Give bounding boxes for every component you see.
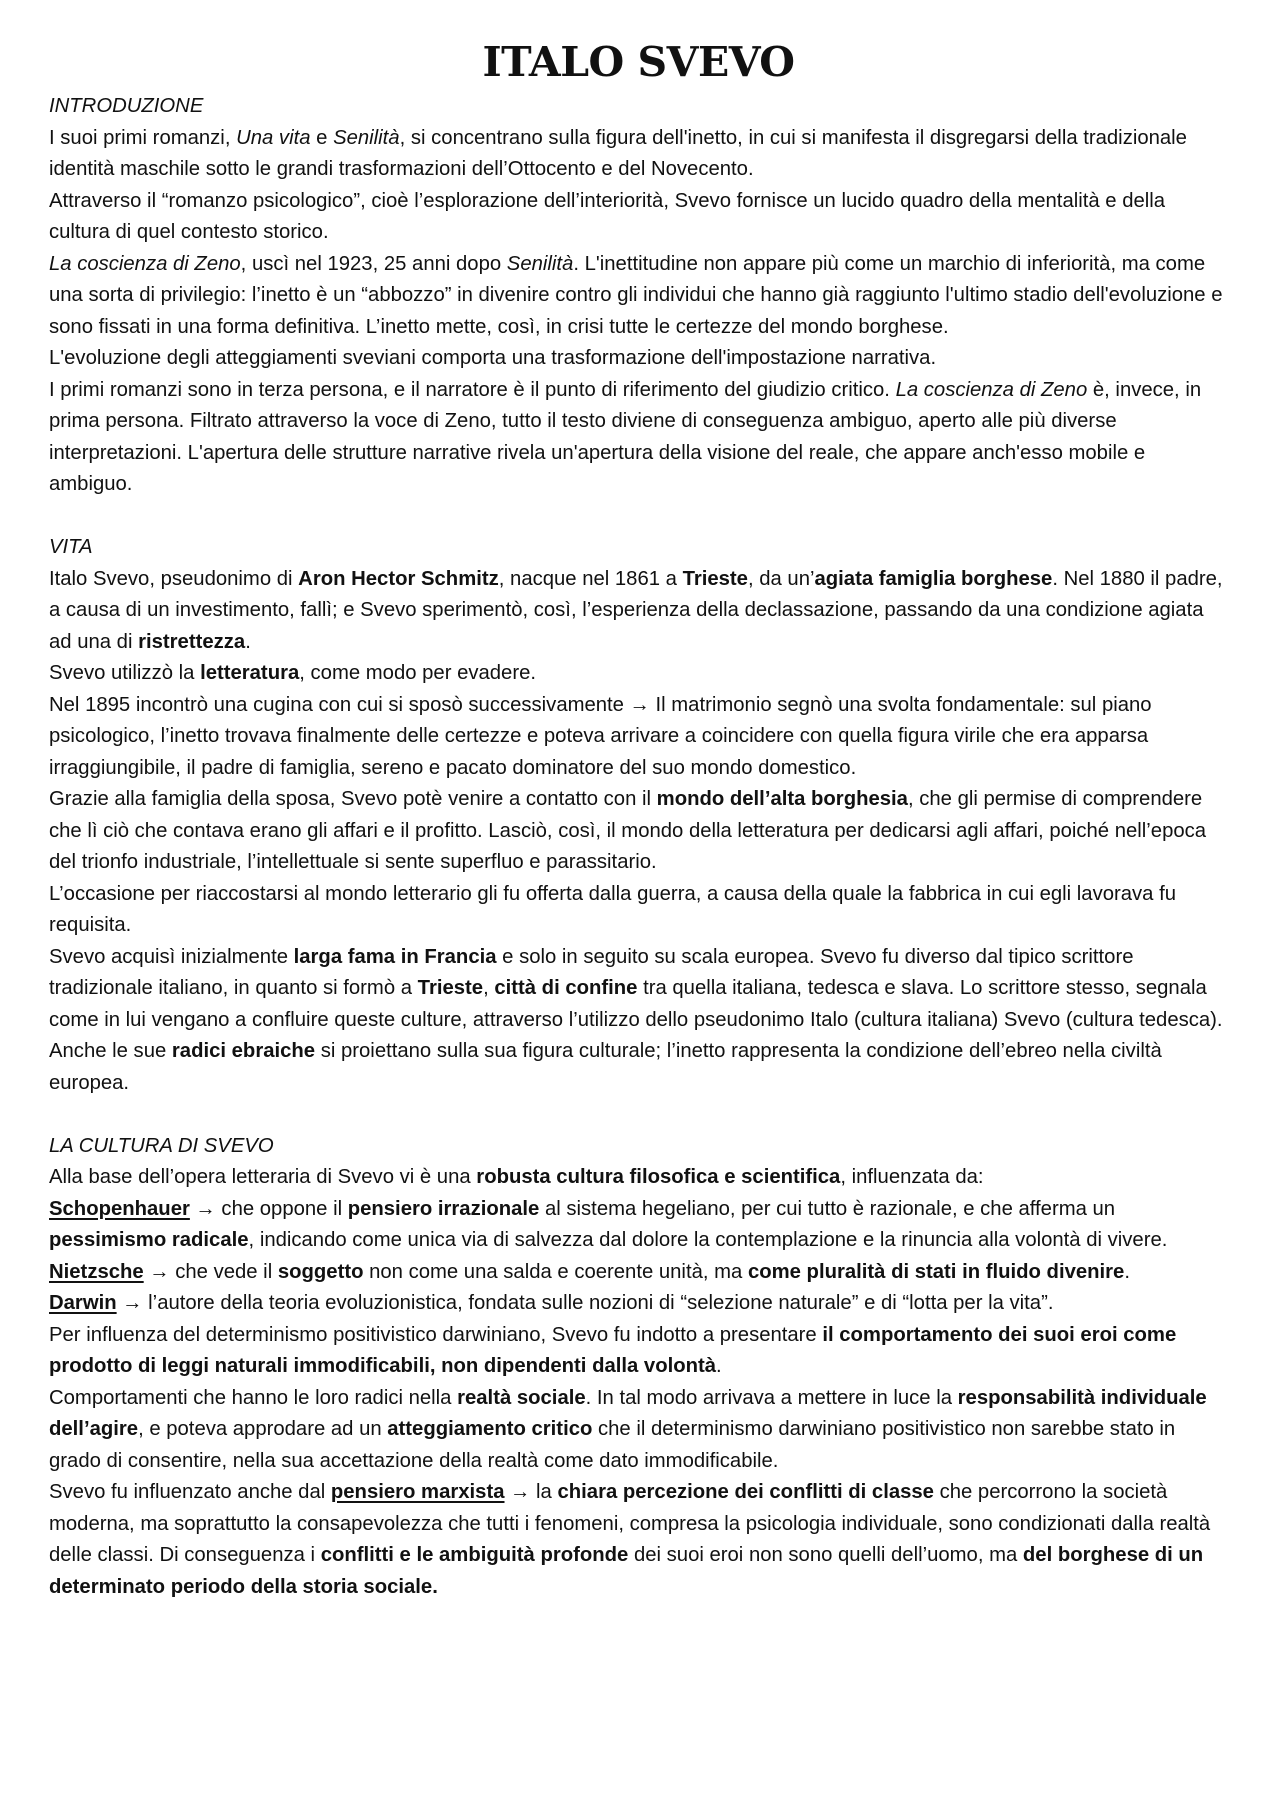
page-title: ITALO SVEVO (482, 38, 795, 86)
paragraph: Alla base dell’opera letteraria di Svevo vi è una robusta cultura filosofica e scientifica, influenzata da: (49, 1166, 984, 1188)
paragraph: Comportamenti che hanno le loro radici nella realtà sociale. In tal modo arrivava a mettere in luce la responsabilità individuale dell’agire, e poteva approdare ad un atteggiamento critico che il determinismo darwiniano positivistico non sarebbe stato in grado di consentire, nella sua accettazione della realtà come dato immodificabile. (49, 1386, 1207, 1472)
paragraph: Italo Svevo, pseudonimo di Aron Hector Schmitz, nacque nel 1861 a Trieste, da un’agiata famiglia borghese. Nel 1880 il padre, a causa di un investimento, fallì; e Svevo sperimentò, così, l’esperienza della declassazione, passando da una condizione agiata ad una di ristrettezza. (49, 567, 1223, 653)
paragraph: Schopenhauer → che oppone il pensiero irrazionale al sistema hegeliano, per cui tutto è razionale, e che afferma un pessimismo radicale, indicando come unica via di salvezza dal dolore la contemplazione e la rinuncia alla volontà di vivere. (49, 1197, 1168, 1251)
paragraph: Svevo utilizzò la letteratura, come modo per evadere. (49, 662, 537, 684)
section-heading: INTRODUZIONE (49, 95, 204, 117)
paragraph: La coscienza di Zeno, uscì nel 1923, 25 anni dopo Senilità. L'inettitudine non appare più come un marchio di inferiorità, ma come una sorta di privilegio: l’inetto è un “abbozzo” in divenire contro gli individui che hanno già raggiunto l'ultimo stadio dell'evoluzione e sono fissati in una forma definitiva. L’inetto mette, così, in crisi tutte le certezze del mondo borghese. (49, 252, 1223, 338)
paragraph: Nel 1895 incontrò una cugina con cui si sposò successivamente → Il matrimonio segnò una svolta fondamentale: sul piano psicologico, l’inetto trovava finalmente delle certezze e poteva arrivare a coincidere con quella figura virile che era apparsa irraggiungibile, il padre di famiglia, sereno e pacato dominatore del suo mondo domestico. (49, 693, 1152, 779)
paragraph: Attraverso il “romanzo psicologico”, cioè l’esplorazione dell’interiorità, Svevo fornisce un lucido quadro della mentalità e della cultura di quel contesto storico. (49, 189, 1166, 243)
section-introduzione (49, 91, 1228, 501)
term-darwin: Darwin (49, 1292, 117, 1314)
paragraph: L'evoluzione degli atteggiamenti sveviani comporta una trasformazione dell'impostazione narrativa. (49, 347, 937, 369)
term-schopenhauer: Schopenhauer (49, 1197, 190, 1220)
paragraph: Grazie alla famiglia della sposa, Svevo potè venire a contatto con il mondo dell’alta borghesia, che gli permise di comprendere che lì ciò che contava erano gli affari e il profitto. Lasciò, così, il mondo della letteratura per dedicarsi agli affari, poiché nell’epoca del trionfo industriale, l’intellettuale si sente superfluo e parassitario. (49, 788, 1207, 873)
paragraph: Per influenza del determinismo positivistico darwiniano, Svevo fu indotto a presentare il comportamento dei suoi eroi come prodotto di leggi naturali immodificabili, non dipendenti dalla volontà. (49, 1323, 1177, 1377)
term-nietzsche: Nietzsche (49, 1260, 144, 1283)
paragraph: Svevo fu influenzato anche dal pensiero marxista → la chiara percezione dei conflitti di classe che percorrono la società moderna, ma soprattutto la consapevolezza che tutti i fenomeni, compresa la psicologia individuale, sono condizionati dalla realtà delle classi. Di conseguenza i conflitti e le ambiguità profonde dei suoi eroi non sono quelli dell’uomo, ma del borghese di un determinato periodo della storia sociale. (49, 1481, 1211, 1598)
paragraph: L’occasione per riaccostarsi al mondo letterario gli fu offerta dalla guerra, a causa della quale la fabbrica in cui egli lavorava fu requisita. (49, 882, 1177, 936)
paragraph: Nietzsche → che vede il soggetto non come una salda e coerente unità, ma come pluralità di stati in fluido divenire. (49, 1260, 1130, 1283)
section-vita (49, 532, 1228, 1099)
paragraph: Darwin → l’autore della teoria evoluzionistica, fondata sulle nozioni di “selezione naturale” e di “lotta per la vita”. (49, 1292, 1054, 1314)
section-heading: LA CULTURA DI SVEVO (49, 1134, 274, 1157)
paragraph: I suoi primi romanzi, Una vita e Senilità, si concentrano sulla figura dell'inetto, in cui si manifesta il disgregarsi della tradizionale identità maschile sotto le grandi trasformazioni dell’Ottocento e del Novecento. (49, 126, 1187, 180)
paragraph: I primi romanzi sono in terza persona, e il narratore è il punto di riferimento del giudizio critico. La coscienza di Zeno è, invece, in prima persona. Filtrato attraverso la voce di Zeno, tutto il testo diviene di conseguenza ambiguo, aperto alle più diverse interpretazioni. L'apertura delle strutture narrative rivela un'apertura della visione del reale, che appare anch'esso mobile e ambiguo. (49, 378, 1202, 495)
section-cultura (49, 1131, 1228, 1604)
term-pensiero-marxista: pensiero marxista (330, 1481, 505, 1503)
section-heading: VITA (49, 536, 93, 558)
paragraph: Svevo acquisì inizialmente larga fama in Francia e solo in seguito su scala europea. Svevo fu diverso dal tipico scrittore tradizionale italiano, in quanto si formò a Trieste, città di confine tra quella italiana, tedesca e slava. Lo scrittore stesso, segnala come in lui vengano a confluire queste culture, attraverso l’utilizzo dello pseudonimo Italo (cultura italiana) Svevo (cultura tedesca). Anche le sue radici ebraiche si proiettano sulla sua figura culturale; l’inetto rappresenta la condizione dell’ebreo nella civiltà europea. (49, 945, 1223, 1094)
